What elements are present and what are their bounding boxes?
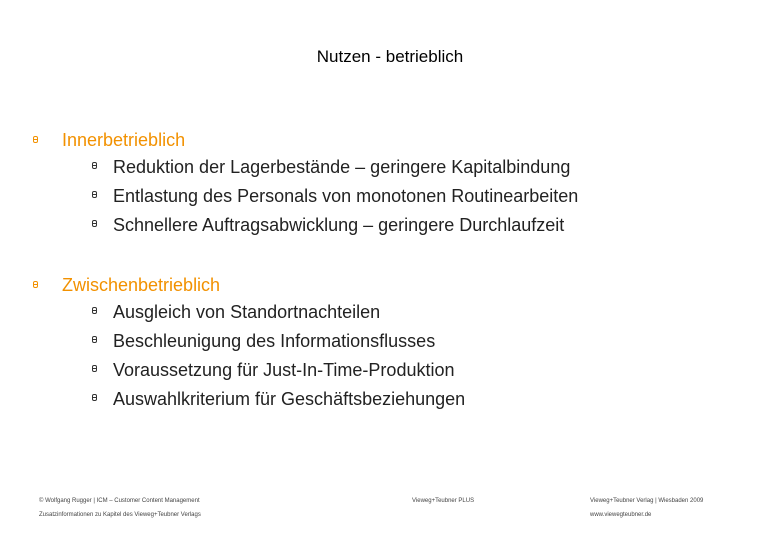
- footer-website: www.viewegteubner.de: [590, 512, 652, 518]
- list-item-text: Beschleunigung des Informationsflusses: [113, 331, 436, 351]
- section-sign-bullet-icon: [91, 191, 98, 198]
- list-item-text: Auswahlkriterium für Geschäftsbeziehungen: [113, 389, 466, 409]
- list-item-text: Entlastung des Personals von monotonen Routinearbeiten: [113, 186, 579, 206]
- section-heading-text: Innerbetrieblich: [62, 130, 186, 150]
- list-item-text: Schnellere Auftragsabwicklung – geringere Durchlaufzeit: [113, 215, 565, 235]
- list-item: [0, 356, 780, 385]
- section-sign-bullet-icon: [91, 336, 98, 343]
- list-item: [0, 385, 780, 414]
- footer-note: Zusatzinformationen zu Kapitel des Vieweg+Teubner Verlags: [39, 512, 201, 518]
- section-sign-bullet-icon: [32, 281, 39, 288]
- list-item-text: Ausgleich von Standortnachteilen: [113, 302, 381, 322]
- list-item-text: Voraussetzung für Just-In-Time-Produktion: [113, 360, 455, 380]
- list-item: [0, 327, 780, 356]
- section-sign-bullet-icon: [91, 394, 98, 401]
- section-sign-bullet-icon: [32, 136, 39, 143]
- footer-center-label: Vieweg+Teubner PLUS: [412, 498, 475, 504]
- section-sign-bullet-icon: [91, 162, 98, 169]
- list-item: [0, 153, 780, 182]
- list-item: [0, 211, 780, 240]
- section-innerbetrieblich: [0, 127, 780, 240]
- footer-copyright: © Wolfgang Rugger | ICM – Customer Content Management: [39, 498, 200, 504]
- section-heading: [0, 272, 780, 298]
- section-zwischenbetrieblich: [0, 272, 780, 414]
- list-item: [0, 298, 780, 327]
- section-heading: [0, 127, 780, 153]
- section-sign-bullet-icon: [91, 365, 98, 372]
- section-heading-text: Zwischenbetrieblich: [62, 275, 221, 295]
- footer-publisher: Vieweg+Teubner Verlag | Wiesbaden 2009: [590, 498, 704, 504]
- slide-title: Nutzen - betrieblich: [316, 47, 464, 66]
- section-sign-bullet-icon: [91, 307, 98, 314]
- list-item-text: Reduktion der Lagerbestände – geringere Kapitalbindung: [113, 157, 571, 177]
- list-item: [0, 182, 780, 211]
- section-sign-bullet-icon: [91, 220, 98, 227]
